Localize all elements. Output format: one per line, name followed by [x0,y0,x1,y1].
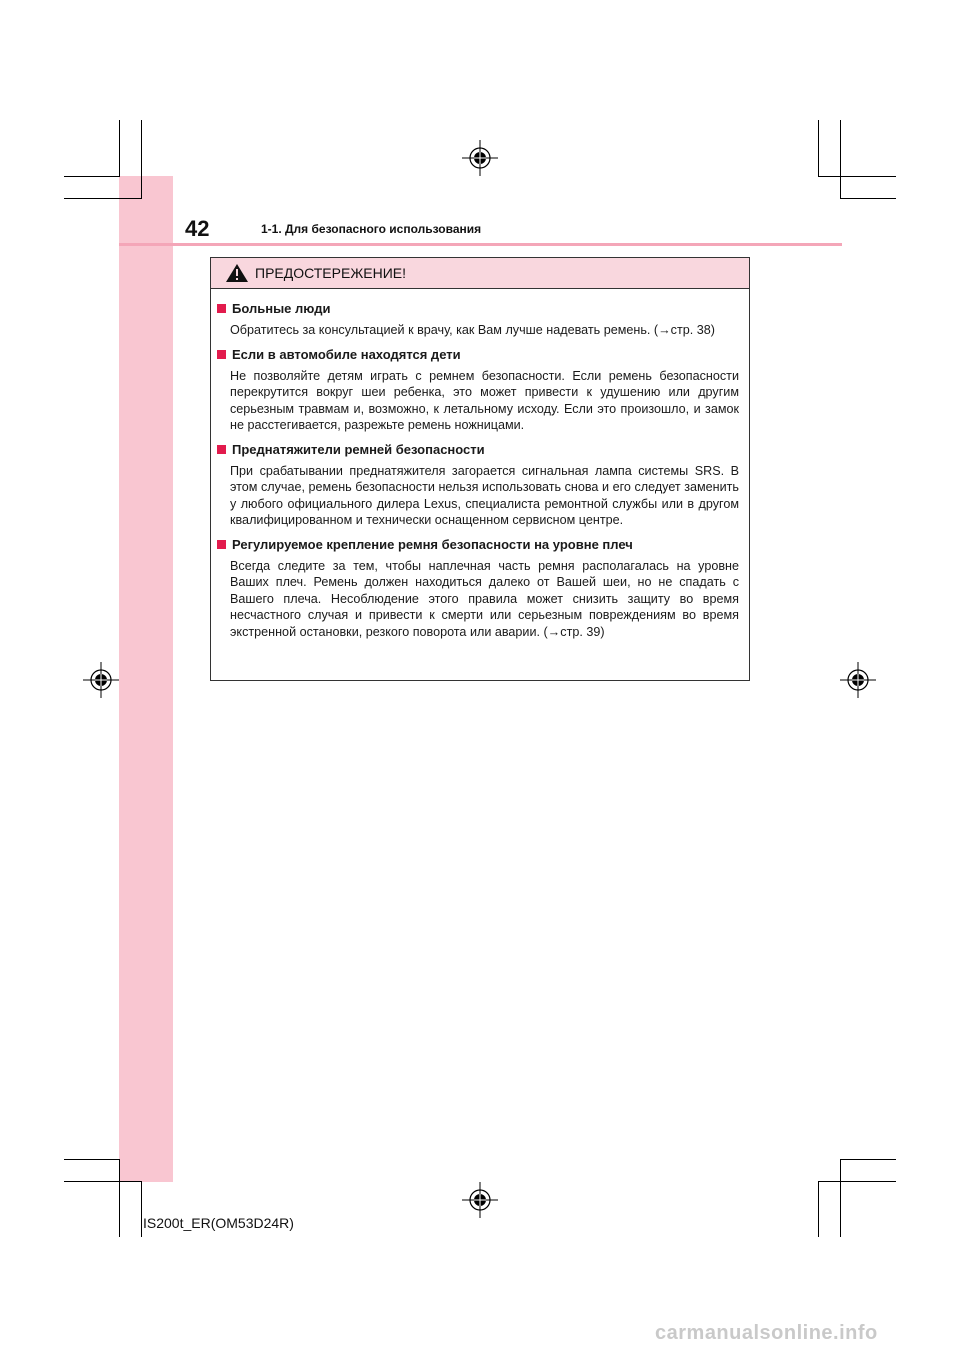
square-bullet-icon [217,350,226,359]
caution-item-text: Не позволяйте детям играть с ремнем безопасности. Если ремень безопасности перекрутится вокруг шеи ребенка, это может привести к удушению или другим серьезным травмам и, возможно, к летальному исходу. Если это произошло, и замок не расстегивается, разрежьте ремень ножницами. [230,368,739,432]
caution-item-heading: Регулируемое крепление ремня безопасности на уровне плеч [232,536,633,552]
crop-mark [840,198,896,199]
side-tab-strip [119,176,173,1182]
page-number: 42 [185,216,210,241]
crop-mark [64,176,120,177]
crop-mark [818,120,819,176]
caution-item-heading: Преднатяжители ремней безопасности [232,441,485,457]
caution-item-text: Обратитесь за консультацией к врачу, как Вам лучше надевать ремень. (→стр. 38) [230,323,715,337]
footer-model-code: IS200t_ER(OM53D24R) [143,1215,294,1231]
caution-item [217,301,739,339]
crop-mark [141,1181,142,1237]
registration-mark-icon [840,662,876,698]
caution-body [211,289,749,640]
crop-mark [119,1159,120,1237]
crop-mark [818,1181,819,1237]
square-bullet-icon [217,445,226,454]
crop-mark [64,1181,142,1182]
section-title: 1-1. Для безопасного использования [261,222,482,236]
caution-header [211,258,749,289]
crop-mark [119,120,120,176]
caution-title: ПРЕДОСТЕРЕЖЕНИЕ! [255,265,406,281]
square-bullet-icon [217,540,226,549]
registration-mark-icon [462,1182,498,1218]
crop-mark [840,1159,841,1237]
caution-item-text: При срабатывании преднатяжителя загорается сигнальная лампа системы SRS. В этом случае, ремень безопасности нельзя использовать снова и его следует заменить у любого официального дилера Lexus, специалиста ремонтной службы или в другом квалифицированном и технически оснащенном сервисном центре. [230,463,739,527]
caution-item [217,442,739,529]
crop-mark [818,1181,896,1182]
crop-mark [840,120,841,199]
caution-item [217,347,739,434]
warning-triangle-icon [225,263,249,283]
caution-item [217,537,739,641]
square-bullet-icon [217,304,226,313]
header-rule [119,243,842,246]
caution-box [210,257,750,681]
registration-mark-icon [462,140,498,176]
caution-item-text: Всегда следите за тем, чтобы наплечная часть ремня располагалась на уровне Ваших плеч. Ремень должен находиться далеко от Вашей шеи, но не спадать с Вашего плеча. Несоблюдение этого правила может снизить защиту во время несчастного случая и привести к смерти или серьезным повреждениям во время экстренной остановки, резкого поворота или аварии. (→стр. 39) [230,558,739,639]
crop-mark [141,120,142,199]
crop-mark [64,1159,120,1160]
crop-mark [818,176,896,177]
crop-mark [64,198,142,199]
caution-item-heading: Больные люди [232,301,331,316]
crop-mark [840,1159,896,1160]
watermark: carmanualsonline.info [655,1322,878,1344]
caution-item-heading: Если в автомобиле находятся дети [232,346,461,362]
registration-mark-icon [83,662,119,698]
